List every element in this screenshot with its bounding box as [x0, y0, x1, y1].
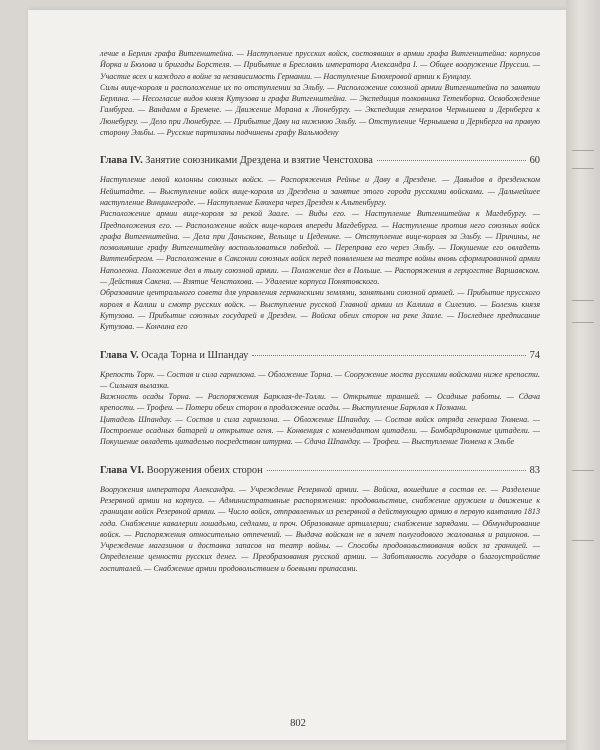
edge-line: [572, 168, 594, 169]
edge-line: [572, 322, 594, 323]
intro-paragraph: Силы вице-короля и расположение их по отступлении за Эльбу. — Расположение союзной армии Витгенштейна по занятии Берлина. — Несогласие видов князя Кутузова и графа Витгенштейна. — Экспедиция полковника Тетенборна. Освобождение Гамбурга. — Вандамм в Бремене. — Движение Морана к Люнебургу. — Экспедиция генералов Чернышева и Дернберга к Люнебургу. — Дело при Люнебурге. — Прибытие Даву на нижнюю Эльбу. — Отступление Чернышева и Дернберга на правую сторону Эльбы. — Русские партизаны подчинены графу Вальмодену: [100, 82, 540, 138]
chapter-heading: [100, 464, 540, 478]
dot-leader: [377, 160, 526, 161]
edge-line: [572, 540, 594, 541]
edge-line: [572, 150, 594, 151]
intro-section: [100, 48, 540, 138]
dot-leader: [252, 355, 525, 356]
edge-line: [572, 470, 594, 471]
chapter-paragraph: Вооружения императора Александра. — Учреждение Резервной армии. — Войска, вошедшие в состав ее. — Разделение Резервной армии на корпуса. — Административные распоряжения: продовольствие, снабжение оружием и движение к границам войск Резервной армии. — Число войск, отправленных из резервной в действующую армию в первую кампанию 1813 года. Снабжение кавалерии лошадьми, седлами, и проч. Образование артиллерии; снабжение зарядами. — Обмундирование войск. — Распоряжения относительно отпечений. — Выдача войскам не в зачет полугодового жалованья и рационов. — Учреждение магазинов и доставка запасов на театр войны. — Способы продовольствования войск за границей. — Определение ценности русских денег. — Преобразования русской армии. — Заботливость государя о благоустройстве госпиталей. — Снабжение армии продовольствием и боевыми припасами.: [100, 484, 540, 573]
chapter-paragraph: Важность осады Торна. — Распоряжения Барклая-де-Толли. — Открытие траншей. — Осадные работы. — Сдача крепости. — Трофеи. — Потери обеих сторон в продолжение осады. — Выступление Барклая к Познани.: [100, 392, 540, 413]
chapter-5: [100, 349, 540, 448]
page-number: 802: [290, 718, 306, 729]
chapter-heading: [100, 154, 540, 168]
chapter-page-number: 83: [529, 464, 540, 476]
chapter-label: Глава VI.: [100, 464, 145, 476]
edge-line: [572, 300, 594, 301]
chapter-label: Глава IV.: [100, 155, 143, 167]
chapter-page-number: 74: [529, 349, 540, 361]
chapter-6: [100, 464, 540, 574]
intro-paragraph: лечие в Берлин графа Витгенштейна. — Наступление прусских войск, состоявших в армии графа Витгенштейна: корпусов Йорка и Бюлова и бригады Борстеля. — Прибытие в Бреславль императора Александра I. — Общее вооружение Пруссии. — Участие всех и каждого в войне за независимость Германии. — Наступление Блюхеровой армии к Бунцлау.: [100, 49, 540, 81]
chapter-title: Вооружения обеих сторон: [146, 464, 263, 476]
chapter-paragraph: Расположение армии вице-короля за рекой Заале. — Виды его. — Наступление Витгенштейна к Магдебургу. — Предположения его. — Расположение войск вице-короля впереди Магдебурга. — Наступление против него союзных войск графа Витгенштейна. — Дела при Даньскове, Вельице и Цеденике. — Отступление вице-короля за Эльбу. — Причины, не позволившие графу Витгенштейну воспользоваться победой. — Переправа его через Эльбу. — Покушение его овладеть Виттенбергом. — Расположение в Саксонии союзных войск перед появлением на театре войны вновь сформированной армии Наполеона. Положение дел в тылу союзной армии. — Положение дел в Польше. — Распоряжения в герцогстве Варшавском. — Действия Сакена. — Взятие Ченстохова. — Удаление корпуса Понятовского.: [100, 209, 540, 287]
chapter-paragraph: Наступление левой колонны союзных войск. — Распоряжения Рейнье и Даву в Дрездене. — Давыдов в дрезденском Нейштадте. — Выступление войск вице-короля из Дрездена и занятие этого города русскими войсками. — Дальнейшее наступление Винцингероде. — Наступление Блюхера через Дрезден к Альтенбургу.: [100, 175, 540, 207]
chapter-title: Осада Торна и Шпандау: [141, 349, 249, 361]
chapter-label: Глава V.: [100, 349, 139, 361]
chapter-paragraph: Цитадель Шпандау. — Состав и сила гарнизона. — Обложение Шпандау. — Состав войск отряда генерала Тюмена. — Построение осадных батарей и открытие огня. — Конвенция с комендантом цитадели. — Бомбардирование цитадели. — Покушение овладеть цитаделью посредством штурма. — Сдача Шпандау. — Трофеи. — Выступление Тюмена к Эльбе: [100, 414, 540, 447]
chapter-page-number: 60: [529, 155, 540, 167]
chapter-paragraph: Образование центрального совета для управления германскими землями, занятыми союзной армией. — Прибытие прусского короля в Калиш и смотр русских войск. — Выступление русской Главной армии из Калиша в Силезию. — Болезнь князя Кутузова. — Прибытие союзных государей в Дрезден. — Войска обеих сторон на реке Заале. — Последнее предписание Кутузова. — Кончина его: [100, 288, 540, 332]
chapter-title: Занятие союзниками Дрездена и взятие Ченстохова: [145, 155, 373, 167]
chapter-4: [100, 154, 540, 332]
dot-leader: [267, 470, 526, 471]
book-page-edge: [566, 0, 600, 750]
chapter-paragraph: Крепость Торн. — Состав и сила гарнизона. — Обложение Торна. — Сооружение моста русскими войсками ниже крепости. — Сильная вылазка.: [100, 369, 540, 390]
chapter-heading: [100, 349, 540, 363]
book-page: [28, 10, 568, 740]
page-content: [100, 48, 540, 574]
